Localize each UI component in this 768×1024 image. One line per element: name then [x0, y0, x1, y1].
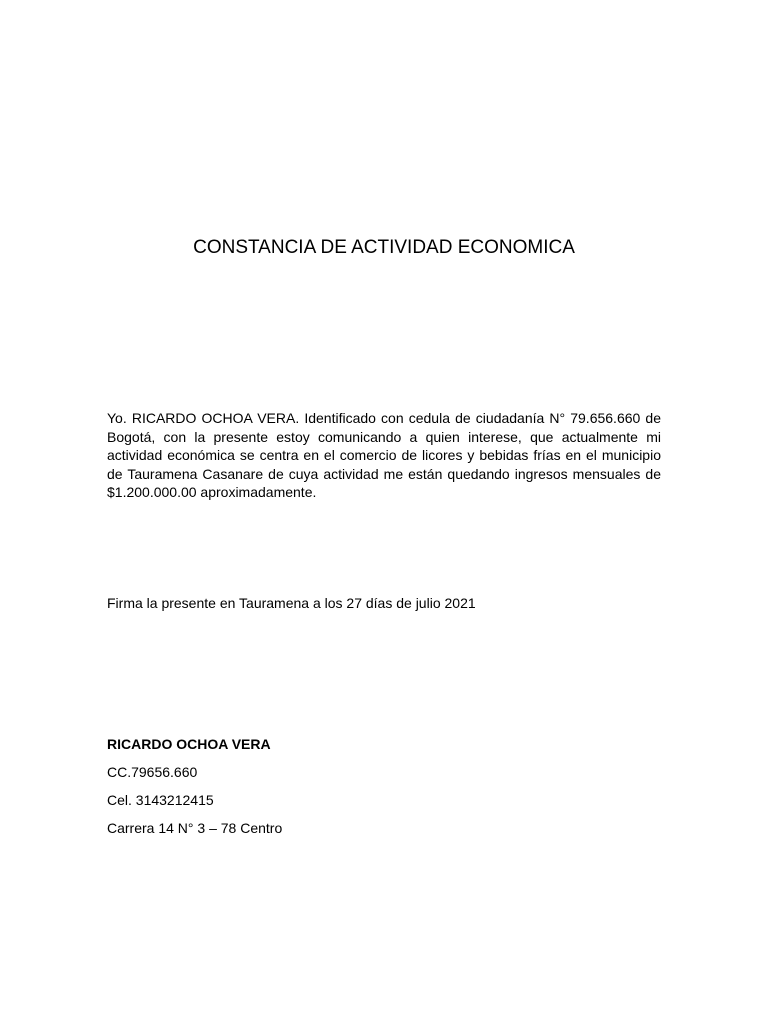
closing-statement: Firma la presente en Tauramena a los 27 días de julio 2021	[107, 595, 476, 611]
signer-id-number: CC.79656.660	[107, 764, 198, 780]
signer-name: RICARDO OCHOA VERA	[107, 736, 271, 752]
signer-phone: Cel. 3143212415	[107, 792, 214, 808]
signer-address: Carrera 14 N° 3 – 78 Centro	[107, 820, 283, 836]
document-title: CONSTANCIA DE ACTIVIDAD ECONOMICA	[193, 237, 575, 258]
body-paragraph: Yo. RICARDO OCHOA VERA. Identificado con cedula de ciudadanía N° 79.656.660 de Bogotá, con la presente estoy comunicando a quien interese, que actualmente mi actividad económica se centra en el comercio de licores y bebidas frías en el municipio de Tauramena Casanare de cuya actividad me están quedando ingresos mensuales de $1.200.000.00 aproximadamente.	[107, 410, 661, 500]
